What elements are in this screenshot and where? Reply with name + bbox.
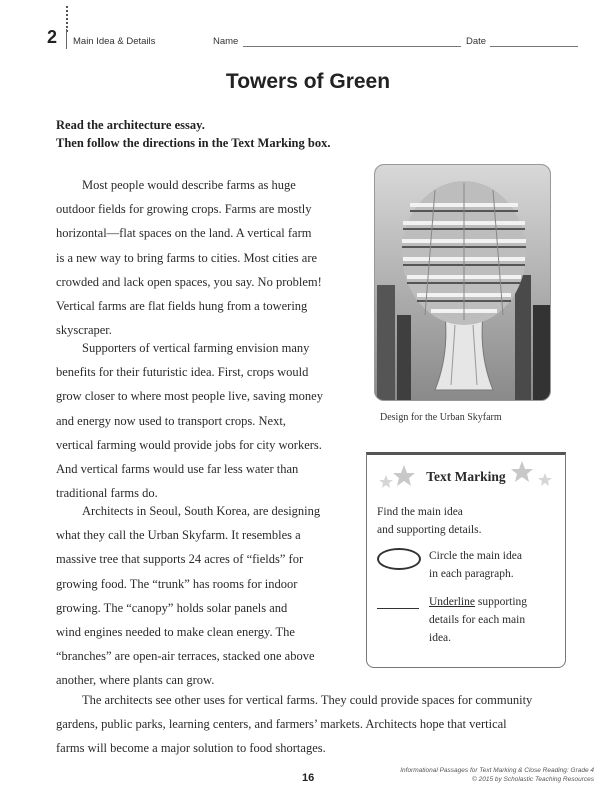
instruction-line-1: Read the architecture essay.: [56, 118, 205, 132]
circle-instruction: [429, 547, 522, 583]
paragraph-line: wind engines needed to make clean energy. The: [56, 625, 295, 640]
paragraph-line: and energy now used to transport crops. Next,: [56, 413, 286, 428]
paragraph-line: vertical farming would provide jobs for city workers.: [56, 437, 322, 452]
paragraph-line: traditional farms do.: [56, 486, 158, 501]
section-title: Main Idea & Details: [73, 36, 156, 47]
photo-caption: Design for the Urban Skyfarm: [380, 412, 502, 423]
paragraph-line: crowded and lack open spaces, you say. No problem!: [56, 274, 322, 289]
instruction-line-2: Then follow the directions in the Text Marking box.: [56, 136, 331, 150]
paragraph-line: Vertical farms are flat fields hung from a towering: [56, 299, 308, 314]
underline-mark-icon: [377, 608, 419, 609]
page-number: 16: [302, 772, 315, 784]
text-marking-title: Text Marking: [426, 469, 506, 484]
instruction-line: idea.: [429, 632, 452, 644]
paragraph-line: horizontal—flat spaces on the land. A vertical farm: [56, 226, 312, 241]
paragraph-line: is a new way to bring farms to cities. Most cities are: [56, 250, 318, 265]
section-number: 2: [47, 27, 58, 47]
paragraph-line: what they call the Urban Skyfarm. It resembles a: [56, 528, 301, 543]
text-marking-box: [366, 452, 566, 668]
date-field[interactable]: [490, 46, 578, 47]
paragraph-line: grow closer to where most people live, saving money: [56, 389, 323, 404]
paragraph-line: growing food. The “trunk” has rooms for indoor: [56, 576, 298, 591]
instruction-line: Circle the main idea: [429, 550, 522, 562]
name-label: Name: [213, 36, 239, 47]
skyfarm-illustration: [375, 165, 550, 400]
date-label: Date: [466, 36, 487, 47]
paragraph-line: skyscraper.: [56, 323, 112, 338]
header-separator: [66, 29, 67, 49]
essay-paragraph-3: [56, 499, 348, 693]
paragraph-line: farms will become a major solution to food shortages.: [56, 741, 326, 756]
essay-paragraph-1: [56, 173, 348, 342]
paragraph-line: gardens, public parks, learning centers, and farmers’ markets. Architects hope that vertical: [56, 717, 507, 732]
name-field[interactable]: [243, 46, 461, 47]
paragraph-line: Architects in Seoul, South Korea, are designing: [82, 504, 321, 518]
page-title: Towers of Green: [225, 70, 391, 93]
paragraph-line: another, where plants can grow.: [56, 673, 215, 688]
paragraph-line: benefits for their futuristic idea. First, crops would: [56, 365, 309, 380]
paragraph-line: Supporters of vertical farming envision many: [82, 341, 310, 355]
paragraph-line: Most people would describe farms as huge: [82, 178, 296, 192]
intro-line: and supporting details.: [377, 524, 482, 536]
essay-paragraph-4: [56, 688, 566, 761]
paragraph-line: The architects see other uses for vertical farms. They could provide spaces for community: [82, 693, 533, 707]
text-marking-intro: [377, 503, 481, 539]
paragraph-line: growing. The “canopy” holds solar panels and: [56, 600, 288, 615]
instruction-line: details for each main: [429, 614, 526, 626]
paragraph-line: massive tree that supports 24 acres of “fields” for: [56, 552, 304, 567]
building-photo: [374, 164, 551, 401]
paragraph-line: And vertical farms would use far less water than: [56, 462, 299, 477]
paragraph-line: outdoor fields for growing crops. Farms are mostly: [56, 202, 312, 217]
underline-instruction: [429, 593, 527, 647]
footer-credit-line-2: © 2015 by Scholastic Teaching Resources: [472, 776, 594, 783]
intro-line: Find the main idea: [377, 506, 463, 518]
essay-paragraph-2: [56, 336, 348, 505]
underline-word: Underline: [429, 596, 475, 608]
paragraph-line: “branches” are open-air terraces, stacked one above: [56, 649, 315, 664]
footer-credit-line-1: Informational Passages for Text Marking & Close Reading: Grade 4: [400, 767, 594, 774]
instruction-line: [429, 593, 527, 611]
instruction-line: in each paragraph.: [429, 568, 514, 580]
underline-rest: supporting: [474, 596, 528, 608]
circle-mark-icon: [377, 548, 421, 570]
